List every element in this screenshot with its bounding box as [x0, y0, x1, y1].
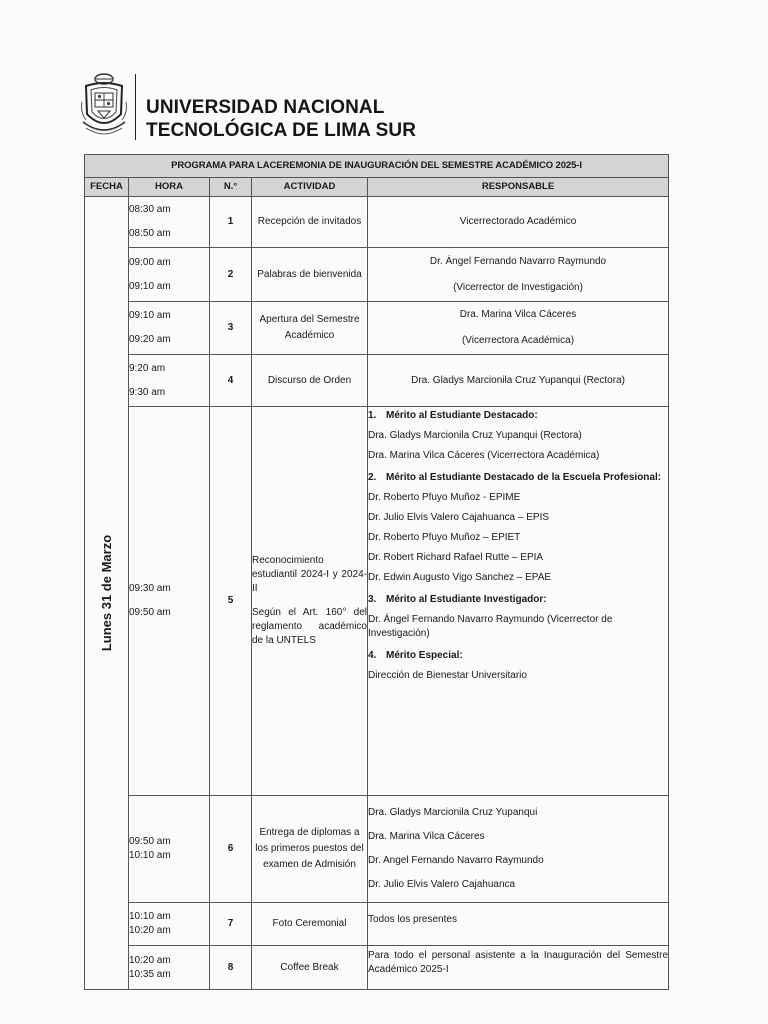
table-title: PROGRAMA PARA LACEREMONIA DE INAUGURACIÓN DEL SEMESTRE ACADÉMICO 2025-I — [85, 155, 669, 178]
activity-cell: Entrega de diplomas a los primeros puestos del examen de Admisión — [252, 796, 368, 903]
merit-person: Dra. Gladys Marcionila Cruz Yupanqui (Rectora) — [368, 430, 582, 441]
end-time: 09:20 am — [129, 334, 171, 345]
end-time: 9:30 am — [129, 386, 166, 398]
item-number: 8 — [210, 946, 252, 990]
responsible-cell — [368, 946, 669, 990]
item-number: 6 — [210, 796, 252, 903]
responsible-cell — [368, 903, 669, 946]
responsible-line: Vicerrectorado Académico — [459, 216, 577, 227]
merit-person: Dr. Roberto Pfuyo Muñoz - EPIME — [368, 492, 521, 503]
merit-person: Dr. Roberto Pfuyo Muñoz – EPIET — [368, 532, 521, 543]
column-header-fecha: FECHA — [85, 178, 129, 197]
end-time: 10:10 am — [129, 850, 171, 861]
responsible-cell — [368, 248, 669, 302]
merit-person: Dr. Robert Richard Rafael Rutte – EPIA — [368, 552, 544, 563]
end-time: 09:10 am — [129, 280, 171, 292]
start-time: 09:10 am — [129, 310, 171, 321]
merit-title: 3. Mérito al Estudiante Investigador: — [368, 594, 547, 605]
responsible-line: Dra. Gladys Marcionila Cruz Yupanqui — [368, 807, 538, 818]
start-time: 9:20 am — [129, 362, 166, 374]
activity-note: Según el Art. 160° del reglamento académico de la UNTELS — [252, 607, 367, 646]
header-divider — [135, 74, 136, 140]
responsible-role: (Vicerrector de Investigación) — [453, 281, 583, 293]
column-header-numero: N.° — [210, 178, 252, 197]
table-row — [85, 302, 669, 355]
responsible-line: Dr. Ángel Fernando Navarro Raymundo — [429, 255, 607, 267]
activity-cell: Foto Ceremonial — [252, 903, 368, 946]
time-cell — [129, 903, 210, 946]
start-time: 09:30 am — [129, 583, 171, 594]
item-number: 1 — [210, 197, 252, 248]
responsible-cell — [368, 407, 669, 796]
table-row — [85, 903, 669, 946]
time-cell — [129, 248, 210, 302]
activity-cell — [252, 407, 368, 796]
merit-title: 1. Mérito al Estudiante Destacado: — [368, 410, 538, 421]
responsible-cell — [368, 197, 669, 248]
end-time: 09:50 am — [129, 607, 171, 618]
start-time: 09:50 am — [129, 836, 171, 847]
responsible-line: Dr. Angel Fernando Navarro Raymundo — [368, 855, 544, 866]
responsible-cell — [368, 355, 669, 407]
responsible-line: Todos los presentes — [368, 914, 457, 925]
responsible-line: Dra. Gladys Marcionila Cruz Yupanqui (Rectora) — [411, 374, 625, 386]
item-number: 4 — [210, 355, 252, 407]
responsible-line: Dra. Marina Vilca Cáceres — [368, 831, 485, 842]
activity-cell: Recepción de invitados — [252, 197, 368, 248]
activity-title: Reconocimiento estudiantil 2024-I y 2024-II — [252, 555, 367, 594]
time-cell — [129, 197, 210, 248]
time-cell — [129, 355, 210, 407]
responsible-role: (Vicerrectora Académica) — [461, 335, 575, 346]
item-number: 2 — [210, 248, 252, 302]
column-header-actividad: ACTIVIDAD — [252, 178, 368, 197]
merit-person: Dr. Ángel Fernando Navarro Raymundo (Vicerrector de Investigación) — [368, 614, 613, 639]
event-date: Lunes 31 de Marzo — [98, 534, 114, 652]
responsible-line: Para todo el personal asistente a la Inauguración del Semestre Académico 2025-I — [368, 950, 669, 975]
responsible-line: Dr. Julio Elvis Valero Cajahuanca — [368, 879, 516, 890]
time-cell — [129, 946, 210, 990]
time-cell — [129, 302, 210, 355]
start-time: 08:30 am — [129, 204, 171, 215]
table-row — [85, 796, 669, 903]
item-number: 7 — [210, 903, 252, 946]
table-row — [85, 248, 669, 302]
responsible-cell — [368, 302, 669, 355]
item-number: 3 — [210, 302, 252, 355]
table-row — [85, 355, 669, 407]
activity-cell: Discurso de Orden — [252, 355, 368, 407]
university-name-line2: TECNOLÓGICA DE LIMA SUR — [146, 120, 417, 141]
university-crest-logo — [80, 72, 128, 140]
table-header-row — [85, 178, 669, 197]
activity-cell: Palabras de bienvenida — [252, 248, 368, 302]
university-name — [146, 96, 416, 142]
responsible-line: Dra. Marina Vilca Cáceres — [459, 309, 577, 320]
time-cell — [129, 407, 210, 796]
start-time: 10:10 am — [129, 911, 171, 922]
responsible-cell — [368, 796, 669, 903]
merit-person: Dr. Edwin Augusto Vigo Sanchez – EPAE — [368, 572, 552, 583]
time-cell — [129, 796, 210, 903]
university-name-line1: UNIVERSIDAD NACIONAL — [146, 97, 385, 118]
start-time: 09:00 am — [129, 256, 171, 268]
start-time: 10:20 am — [129, 954, 171, 966]
activity-cell: Coffee Break — [252, 946, 368, 990]
date-cell — [85, 197, 129, 990]
table-row — [85, 197, 669, 248]
program-table — [84, 154, 669, 990]
merit-person: Dr. Julio Elvis Valero Cajahuanca – EPIS — [368, 512, 550, 523]
merit-person: Dra. Marina Vilca Cáceres (Vicerrectora Académica) — [368, 450, 600, 461]
table-row — [85, 407, 669, 796]
end-time: 08:50 am — [129, 228, 171, 239]
end-time: 10:35 am — [129, 968, 171, 980]
column-header-hora: HORA — [129, 178, 210, 197]
table-row — [85, 946, 669, 990]
item-number: 5 — [210, 407, 252, 796]
merit-person: Dirección de Bienestar Universitario — [368, 670, 527, 681]
table-title-row — [85, 155, 669, 178]
merit-title: 4. Mérito Especial: — [368, 650, 463, 661]
end-time: 10:20 am — [129, 925, 171, 936]
merit-title: 2. Mérito al Estudiante Destacado de la Escuela Profesional: — [368, 472, 662, 483]
activity-cell: Apertura del Semestre Académico — [252, 302, 368, 355]
column-header-responsable: RESPONSABLE — [368, 178, 669, 197]
